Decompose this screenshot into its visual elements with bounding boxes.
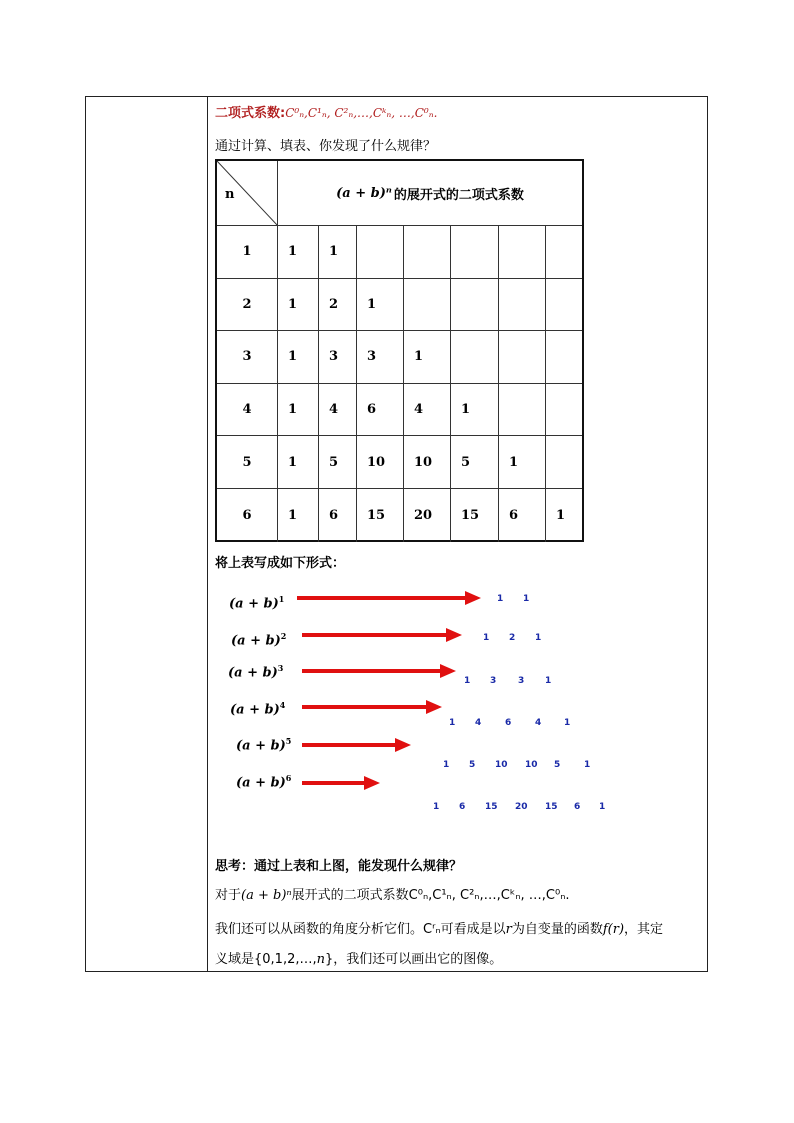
arrow-icon [302, 775, 380, 791]
coefficient-number: 4 [535, 718, 542, 728]
expr-power: 3 [277, 663, 284, 673]
coefficient-cell: 3 [319, 331, 357, 383]
coefficient-number: 3 [490, 676, 497, 686]
coefficient-cell: 1 [278, 436, 319, 488]
coefficient-number: 3 [518, 676, 525, 686]
coefficient-number: 1 [497, 594, 504, 604]
coefficient-cell [404, 279, 451, 331]
coefficient-cell: 6 [357, 384, 404, 436]
row-n-cell: 4 [217, 384, 278, 436]
coefficient-cell: 2 [319, 279, 357, 331]
power-expression [230, 700, 285, 717]
coefficient-cell: 15 [451, 489, 499, 542]
expr-base: (a + b) [229, 596, 279, 612]
coefficient-number: 1 [564, 718, 571, 728]
coefficient-number: 1 [584, 760, 591, 770]
paragraph-3 [215, 948, 502, 967]
coefficient-cell: 1 [499, 436, 546, 488]
power-expression [228, 663, 283, 680]
coefficient-cell: 15 [357, 489, 404, 542]
expr-base: (a + b) [231, 633, 281, 649]
coefficient-cell: 1 [319, 226, 357, 278]
expr-base: (a + b) [230, 702, 280, 718]
coefficient-cell [499, 384, 546, 436]
coefficient-cell: 5 [451, 436, 499, 488]
coefficient-number: 1 [599, 802, 606, 812]
arrow-icon [302, 699, 442, 715]
arrow-icon [297, 590, 481, 606]
table-row [217, 331, 582, 384]
power-expression [236, 773, 291, 790]
table-row [217, 489, 582, 542]
p3-text-b: }，我们还可以画出它的图像。 [325, 952, 503, 967]
coefficient-number: 6 [505, 718, 512, 728]
expr-power: 1 [278, 594, 285, 604]
coefficient-cell [499, 331, 546, 383]
p2-fn: f(r) [602, 922, 625, 937]
coefficient-cell: 1 [278, 331, 319, 383]
coefficient-cell [451, 279, 499, 331]
row-n-cell: 6 [217, 489, 278, 542]
coefficient-number: 20 [515, 802, 528, 812]
corner-cell [217, 161, 278, 226]
expr-power: 5 [285, 736, 292, 746]
coefficient-number: 5 [469, 760, 476, 770]
coefficient-number: 2 [509, 633, 516, 643]
expr-base: (a + b) [236, 738, 286, 754]
coefficient-cell: 4 [404, 384, 451, 436]
coefficient-number: 1 [545, 676, 552, 686]
coefficient-number: 15 [485, 802, 498, 812]
coefficient-cell [499, 279, 546, 331]
paragraph-1 [215, 884, 570, 903]
paragraph-2 [215, 918, 663, 937]
header-text: 的展开式的二项式系数 [393, 187, 524, 203]
coefficient-cell: 20 [404, 489, 451, 542]
coefficient-cell: 1 [357, 279, 404, 331]
coefficient-number: 1 [535, 633, 542, 643]
table-row [217, 384, 582, 437]
coefficient-number: 6 [459, 802, 466, 812]
row-n-cell: 1 [217, 226, 278, 278]
coefficient-cell [451, 331, 499, 383]
expr-power: 4 [279, 700, 286, 710]
coefficient-cell: 4 [319, 384, 357, 436]
coefficient-cell: 10 [357, 436, 404, 488]
title-terms: C⁰ₙ,C¹ₙ, C²ₙ,…,Cᵏₙ, …,C⁰ₙ. [285, 106, 438, 120]
power-expression [229, 594, 284, 611]
expr-power: 2 [280, 631, 287, 641]
p2-var: r [505, 922, 512, 937]
coefficient-number: 1 [433, 802, 440, 812]
coefficient-number: 1 [449, 718, 456, 728]
corner-label: n [225, 187, 235, 202]
coefficient-cell: 1 [278, 384, 319, 436]
coefficient-cell [546, 279, 582, 331]
think-prompt: 思考：通过上表和上图，能发现什么规律？ [215, 859, 463, 874]
power-expression [236, 736, 291, 753]
coefficient-cell: 1 [451, 384, 499, 436]
p2-text-b: 为自变量的函数 [511, 922, 603, 937]
row-n-cell: 3 [217, 331, 278, 383]
coefficient-number: 1 [443, 760, 450, 770]
coefficient-cell: 1 [278, 279, 319, 331]
coefficient-number: 5 [554, 760, 561, 770]
expr-power: 6 [285, 773, 292, 783]
coefficient-cell: 5 [319, 436, 357, 488]
header-expr: (a + b)ⁿ [336, 185, 392, 201]
coefficient-number: 4 [475, 718, 482, 728]
coefficient-cell [499, 226, 546, 278]
p1-text-a: 对于 [215, 888, 242, 903]
coefficient-cell: 1 [278, 226, 319, 278]
coefficient-number: 6 [574, 802, 581, 812]
table-row [217, 226, 582, 279]
row-n-cell: 2 [217, 279, 278, 331]
table-header [278, 161, 582, 226]
row-n-cell: 5 [217, 436, 278, 488]
p1-expr: (a + b)ⁿ [241, 888, 292, 903]
question-text: 通过计算、填表、你发现了什么规律？ [215, 139, 437, 154]
coefficient-number: 10 [525, 760, 538, 770]
coefficient-number: 1 [483, 633, 490, 643]
coefficient-number: 1 [464, 676, 471, 686]
coefficient-cell [546, 384, 582, 436]
coefficient-cell [357, 226, 404, 278]
coefficient-cell: 3 [357, 331, 404, 383]
coefficient-cell: 6 [499, 489, 546, 542]
coefficient-cell: 1 [278, 489, 319, 542]
table-row [217, 436, 582, 489]
coefficient-cell [404, 226, 451, 278]
section-title: 二项式系数:C⁰ₙ,C¹ₙ, C²ₙ,…,Cᵏₙ, …,C⁰ₙ. [215, 106, 438, 121]
coefficient-cell: 10 [404, 436, 451, 488]
p3-text-a: 义域是{0,1,2,…, [215, 952, 317, 967]
coefficient-cell: 1 [404, 331, 451, 383]
coefficient-cell: 6 [319, 489, 357, 542]
p1-text-b: 展开式的二项式系数C⁰ₙ,C¹ₙ, C²ₙ,…,Cᵏₙ, …,C⁰ₙ. [291, 888, 570, 903]
p3-var: n [316, 952, 325, 967]
coefficient-number: 1 [523, 594, 530, 604]
power-expression [231, 631, 286, 648]
arrow-icon [302, 627, 462, 643]
coefficient-cell [546, 226, 582, 278]
coefficient-cell [546, 331, 582, 383]
coefficient-cell: 1 [556, 507, 566, 523]
arrow-icon [302, 737, 411, 753]
column-divider [207, 97, 208, 971]
coefficient-number: 10 [495, 760, 508, 770]
coefficient-table [215, 159, 584, 542]
rewrite-label: 将上表写成如下形式： [215, 556, 346, 571]
table-row [217, 279, 582, 332]
coefficient-cell [451, 226, 499, 278]
expr-base: (a + b) [236, 775, 286, 791]
p2-text-c: ，其定 [624, 922, 664, 937]
p2-text-a: 我们还可以从函数的角度分析它们。Cʳₙ可看成是以 [215, 922, 506, 937]
expr-base: (a + b) [228, 665, 278, 681]
arrow-icon [302, 663, 456, 679]
coefficient-number: 15 [545, 802, 558, 812]
coefficient-cell [546, 436, 582, 488]
